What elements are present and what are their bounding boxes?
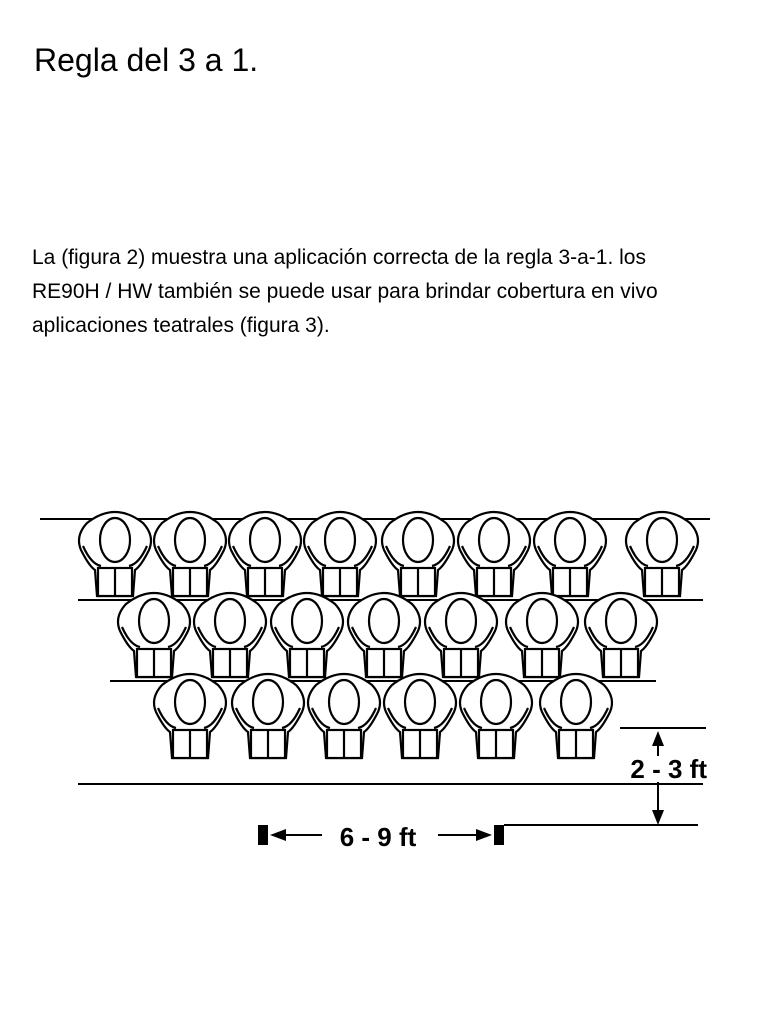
seated-person-icon — [79, 512, 151, 596]
description-paragraph — [32, 241, 768, 343]
seated-person-icon — [304, 512, 376, 596]
paragraph-line-3: aplicaciones teatrales (figura 3). — [32, 314, 330, 337]
seated-person-icon — [194, 593, 266, 677]
seated-person-icon — [308, 674, 380, 758]
paragraph-line-2: RE90H / HW también se puede usar para brindar cobertura en vivo — [32, 280, 658, 303]
row-1-people — [79, 512, 698, 596]
seated-person-icon — [534, 512, 606, 596]
seated-person-icon — [460, 674, 532, 758]
height-label: 2 - 3 ft — [630, 754, 707, 784]
seated-person-icon — [118, 593, 190, 677]
seated-person-icon — [540, 674, 612, 758]
seated-person-icon — [458, 512, 530, 596]
seated-person-icon — [506, 593, 578, 677]
seated-person-icon — [154, 512, 226, 596]
seated-person-icon — [626, 512, 698, 596]
seated-person-icon — [348, 593, 420, 677]
row-2-people — [118, 593, 657, 677]
seated-person-icon — [229, 512, 301, 596]
spacing-label: 6 - 9 ft — [339, 822, 417, 852]
seated-person-icon — [271, 593, 343, 677]
seated-person-icon — [425, 593, 497, 677]
seated-person-icon — [585, 593, 657, 677]
seated-person-icon — [154, 674, 226, 758]
paragraph-line-1: La (figura 2) muestra una aplicación correcta de la regla 3-a-1. los — [32, 246, 646, 269]
page-title: Regla del 3 a 1. — [34, 42, 259, 78]
seated-person-icon — [384, 674, 456, 758]
row-3-people — [154, 674, 612, 758]
seated-person-icon — [232, 674, 304, 758]
seated-person-icon — [382, 512, 454, 596]
audience-diagram — [0, 500, 768, 880]
